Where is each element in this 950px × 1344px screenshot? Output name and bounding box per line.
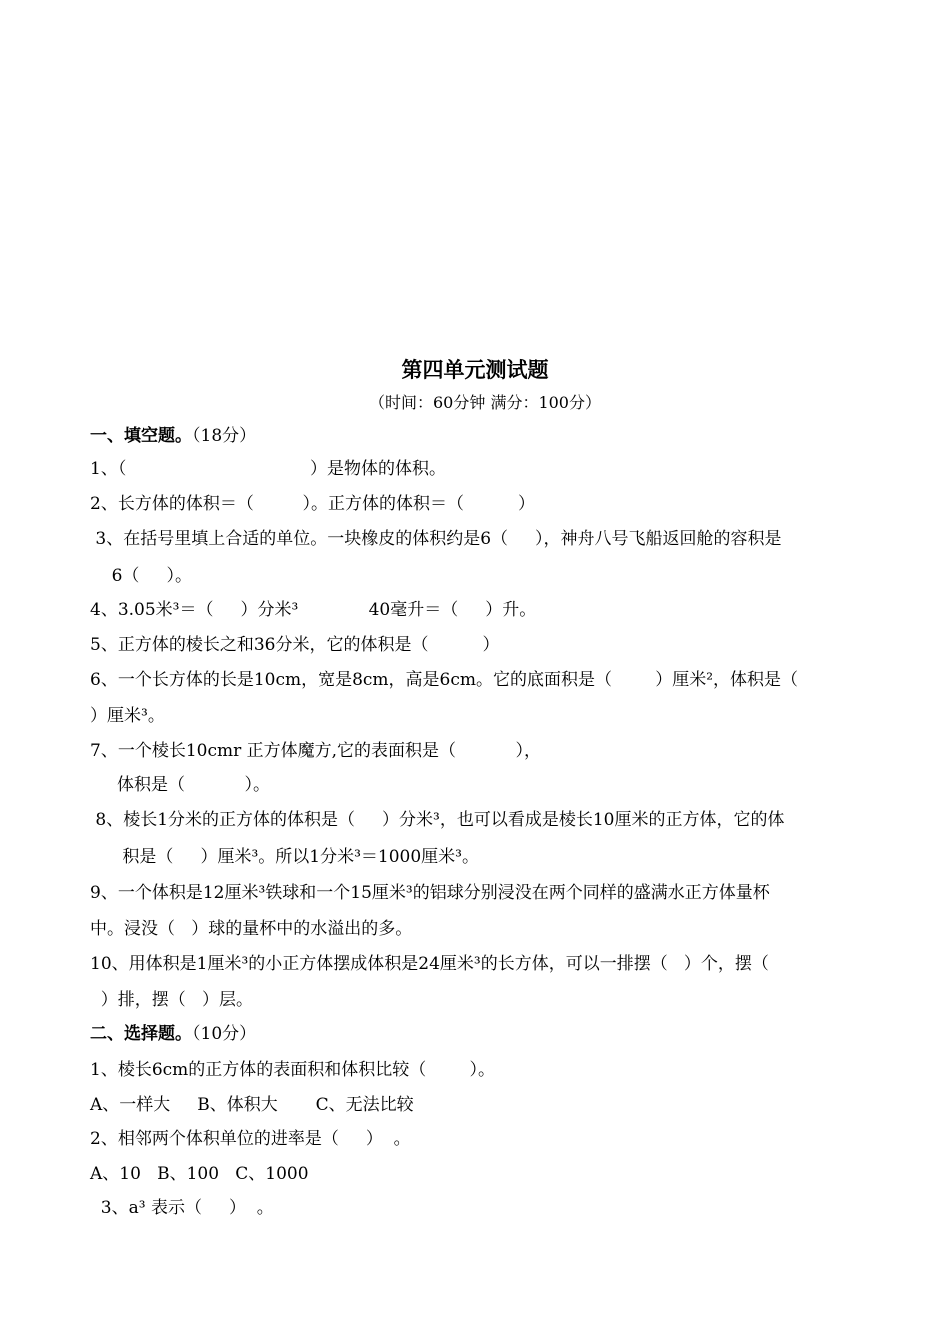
question-line: 5、正方体的棱长之和36分米，它的体积是（ ） xyxy=(90,635,500,655)
section-title: 一、填空题。 xyxy=(90,426,192,446)
question-line: 积是（ ）厘米³。所以1分米³＝1000厘米³。 xyxy=(90,847,479,867)
question-line: 体积是（ ）。 xyxy=(90,775,270,795)
exam-info: （时间：60分钟 满分：100分） xyxy=(369,393,601,412)
question-line: 2、相邻两个体积单位的进率是（ ） 。 xyxy=(90,1129,411,1149)
question-line: 4、3.05米³＝（ ）分米³ 40毫升＝（ ）升。 xyxy=(90,600,537,620)
question-line: 1、棱长6cm的正方体的表面积和体积比较（ ）。 xyxy=(90,1060,496,1080)
answer-options: A、一样大 B、体积大 C、无法比较 xyxy=(90,1095,414,1115)
question-line: 8、棱长1分米的正方体的体积是（ ）分米³，也可以看成是棱长10厘米的正方体，它的体 xyxy=(90,810,785,830)
question-line: 7、一个棱长10cmr 正方体魔方,它的表面积是（ ）， xyxy=(90,741,541,761)
question-line: 3、在括号里填上合适的单位。一块橡皮的体积约是6（ ），神舟八号飞船返回舱的容积是 xyxy=(90,529,782,549)
section-heading-choice xyxy=(90,1023,256,1045)
question-line: 1、（ ）是物体的体积。 xyxy=(90,459,447,479)
section-title: 二、选择题。 xyxy=(90,1024,192,1044)
question-line: 中。浸没（ ）球的量杯中的水溢出的多。 xyxy=(90,919,413,939)
section-score: （10分） xyxy=(192,1024,257,1044)
question-line: ）排，摆（ ）层。 xyxy=(90,990,254,1010)
question-line: 2、长方体的体积＝（ ）。正方体的体积＝（ ） xyxy=(90,494,535,514)
question-line: 3、a³ 表示（ ） 。 xyxy=(90,1198,274,1218)
question-line: 9、一个体积是12厘米³铁球和一个15厘米³的铝球分别浸没在两个同样的盛满水正方体量杯 xyxy=(90,883,770,903)
section-score: （18分） xyxy=(192,426,257,446)
question-line: ）厘米³。 xyxy=(90,706,165,726)
question-line: 6、一个长方体的长是10cm，宽是8cm，高是6cm。它的底面积是（ ）厘米²，体积是（ xyxy=(90,670,799,690)
answer-options: A、10 B、100 C、1000 xyxy=(90,1164,309,1184)
question-line: 10、用体积是1厘米³的小正方体摆成体积是24厘米³的长方体，可以一排摆（ ）个，摆（ xyxy=(90,954,769,974)
question-line: 6（ ）。 xyxy=(90,566,192,586)
section-heading-fill-in xyxy=(90,425,256,447)
page-title: 第四单元测试题 xyxy=(401,357,549,382)
